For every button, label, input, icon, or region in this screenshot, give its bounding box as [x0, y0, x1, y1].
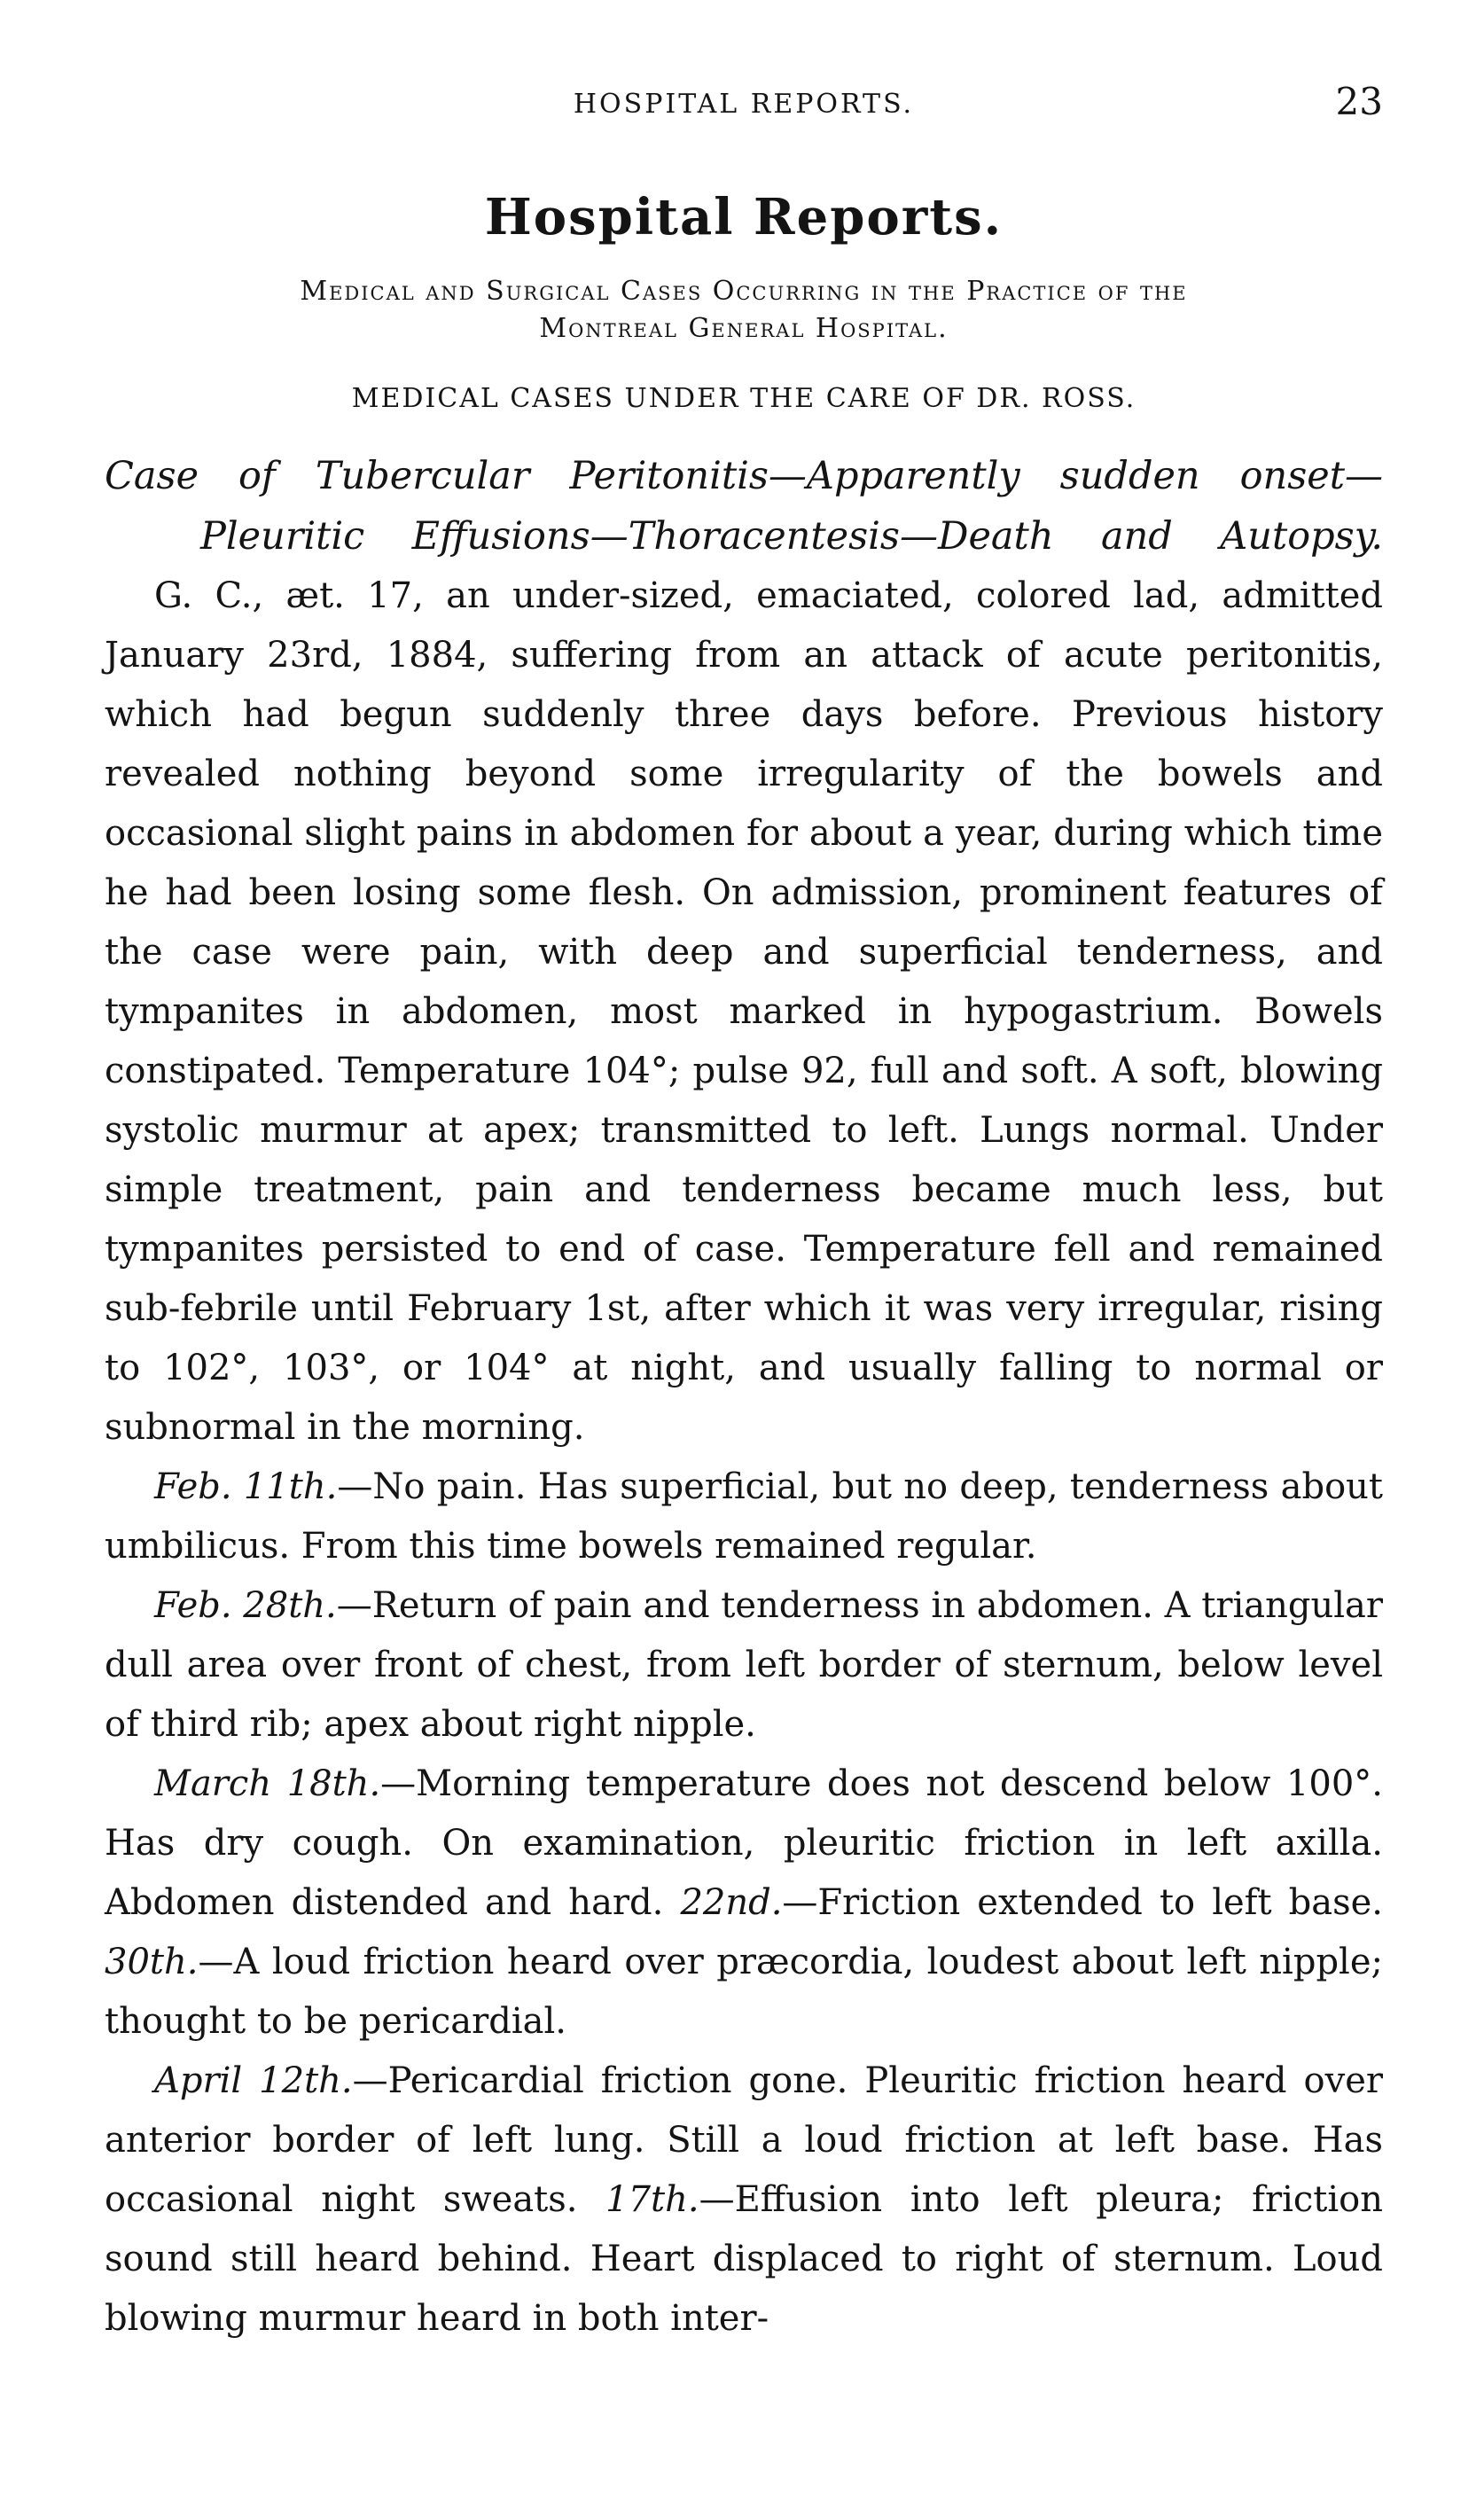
paragraph-text: —Pericardial friction gone. Pleuritic friction heard over anterior border of left lung. Still a loud friction at left base. Has occasional night sweats. — [105, 2060, 1383, 2220]
paragraph-april-12 — [105, 2052, 1383, 2349]
date-lead: 22nd. — [680, 1882, 783, 1923]
date-lead: 17th. — [605, 2179, 699, 2220]
page-number: 23 — [1335, 80, 1383, 123]
document-page — [105, 80, 1383, 2349]
care-line: MEDICAL CASES UNDER THE CARE OF DR. ROSS. — [351, 383, 1136, 414]
paragraph-text: —Morning temperature does not descend below 100°. Has dry cough. On examination, pleuritic friction in left axilla. Abdomen distended and hard. — [105, 1763, 1383, 1923]
paragraph-text: —A loud friction heard over præcordia, loudest about left nipple; thought to be pericardial. — [105, 1942, 1383, 2042]
date-lead: Feb. 11th. — [154, 1466, 338, 1507]
date-lead: Feb. 28th. — [154, 1585, 337, 1626]
paragraph-text: G. C., æt. 17, an under-sized, emaciated, colored lad, admitted January 23rd, 1884, suffering from an attack of acute peritonitis, which had begun suddenly three days before. Previous history revealed nothing beyond some irregularity of the bowels and occasional slight pains in abdomen for about a year, during which time he had been losing some flesh. On admission, prominent features of the case were pain, with deep and superficial tenderness, and tympanites in abdomen, most marked in hypogastrium. Bowels constipated. Temperature 104°; pulse 92, full and soft. A soft, blowing systolic murmur at apex; transmitted to left. Lungs normal. Under simple treatment, pain and tenderness became much less, but tympanites persisted to end of case. Temperature fell and remained sub-febrile until February 1st, after which it was very irregular, rising to 102°, 103°, or 104° at night, and usually falling to normal or subnormal in the morning. — [105, 575, 1383, 1448]
case-title-line2: Pleuritic Effusions—Thoracentesis—Death and Autopsy. — [200, 514, 1383, 559]
section-subtitle-line2: Montreal General Hospital. — [539, 313, 949, 344]
paragraph-history — [105, 567, 1383, 1458]
date-lead: April 12th. — [154, 2060, 353, 2101]
section-subtitle-line1: Medical and Surgical Cases Occurring in the Practice of the — [300, 276, 1188, 307]
running-head — [105, 80, 1383, 133]
case-title-line1: Case of Tubercular Peritonitis—Apparently sudden onset— — [105, 454, 1383, 498]
paragraph-text: —No pain. Has superficial, but no deep, tenderness about umbilicus. From this time bowels remained regular. — [105, 1466, 1383, 1567]
paragraph-feb-28 — [105, 1576, 1383, 1755]
running-head-title: HOSPITAL REPORTS. — [573, 89, 915, 120]
case-title — [105, 446, 1383, 567]
paragraph-text: —Return of pain and tenderness in abdomen. A triangular dull area over front of chest, from left border of sternum, below level of third rib; apex about right nipple. — [105, 1585, 1383, 1745]
section-title: Hospital Reports. — [484, 188, 1004, 246]
paragraph-march-18 — [105, 1755, 1383, 2052]
date-lead: 30th. — [105, 1942, 199, 1982]
paragraph-feb-11 — [105, 1458, 1383, 1576]
paragraph-text: —Effusion into left pleura; friction sound still heard behind. Heart displaced to right of sternum. Loud blowing murmur heard in both inter- — [105, 2179, 1383, 2339]
date-lead: March 18th. — [154, 1763, 381, 1804]
paragraph-text: —Friction extended to left base. — [782, 1882, 1383, 1923]
